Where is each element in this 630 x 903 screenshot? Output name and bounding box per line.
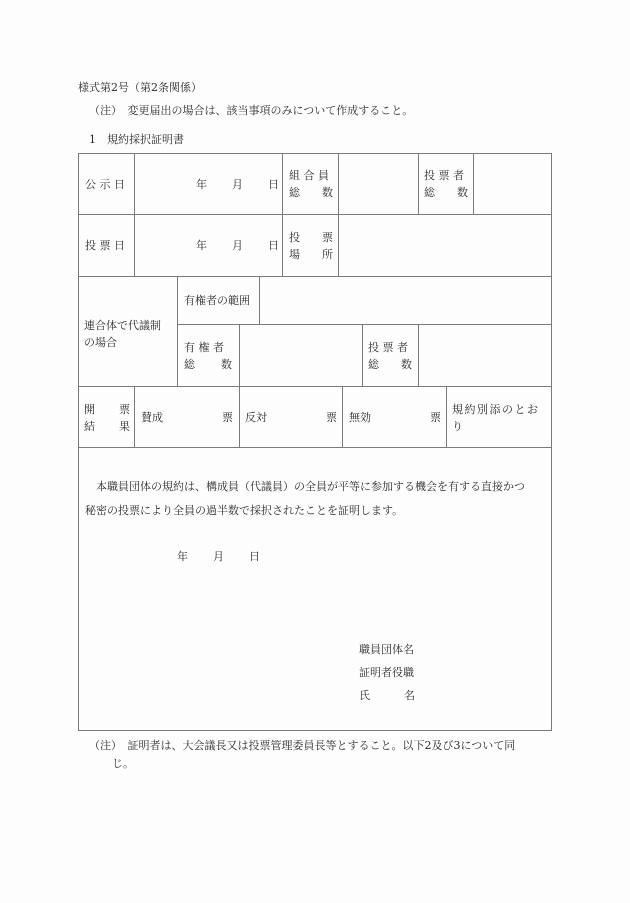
header-note: （注） 変更届出の場合は、該当事項のみについて作成すること。 xyxy=(89,104,414,117)
certificate-date-month[interactable]: 月 xyxy=(213,550,224,563)
voters-total-label-a: 総 xyxy=(368,358,379,371)
vote-place-label-a: 投 xyxy=(289,231,300,244)
certificate-date-year[interactable]: 年 xyxy=(177,550,188,563)
certificate-date-day[interactable]: 日 xyxy=(249,550,260,563)
announce-date-month[interactable]: 月 xyxy=(232,178,243,191)
certifier-title-label: 証明者役職 xyxy=(359,666,414,679)
announce-date-label: 公 示 日 xyxy=(85,178,125,191)
certificate-body-line2: 秘密の投票により全員の過半数で採択されたことを証明します。 xyxy=(85,504,404,517)
total-voters-field[interactable] xyxy=(474,154,550,214)
vote-date-year[interactable]: 年 xyxy=(196,239,207,252)
eligible-total-label-a: 総 xyxy=(184,358,195,371)
footer-note-line1: （注） 証明者は、大会議長又は投票管理委員長等とすること。以下2及び3について同 xyxy=(89,739,516,752)
total-members-label-a: 総 xyxy=(289,186,300,199)
voters-total-label-b: 数 xyxy=(401,358,412,371)
count-result-a: 開 xyxy=(84,403,95,416)
name-label-b: 名 xyxy=(404,689,415,702)
federation-label-line1: 連合体で代議制 xyxy=(84,319,161,332)
vote-date-month[interactable]: 月 xyxy=(232,239,243,252)
per-rules-note xyxy=(452,401,540,435)
per-rules-line1: 規約別添のとお xyxy=(452,403,540,416)
section-title: 1 規約採択証明書 xyxy=(89,133,184,146)
votes-for-label: 賛成 xyxy=(141,411,163,424)
federation-label xyxy=(84,317,161,351)
name-label-a: 氏 xyxy=(359,689,370,702)
vote-date-day[interactable]: 日 xyxy=(268,239,279,252)
vote-place-label-d: 所 xyxy=(322,248,333,261)
name-label xyxy=(359,687,415,703)
per-rules-line2: り xyxy=(452,420,465,433)
total-voters-label xyxy=(424,167,468,201)
eligible-total-field[interactable] xyxy=(240,325,361,385)
total-voters-label-a: 総 xyxy=(424,186,435,199)
count-result-label xyxy=(84,401,130,435)
total-members-label-b: 数 xyxy=(322,186,333,199)
announce-date-day[interactable]: 日 xyxy=(268,178,279,191)
vote-place-field[interactable] xyxy=(339,215,550,275)
voters-total-label xyxy=(368,339,412,373)
form-number: 様式第2号（第2条関係） xyxy=(78,81,202,94)
eligible-total-label-b: 数 xyxy=(221,358,232,371)
vote-place-label-c: 場 xyxy=(289,248,300,261)
federation-label-line2: の場合 xyxy=(84,336,117,349)
votes-invalid-label: 無効 xyxy=(349,411,371,424)
votes-for-unit[interactable]: 票 xyxy=(222,411,233,424)
vote-place-label-b: 票 xyxy=(322,231,333,244)
total-members-label-line1: 組 合 員 xyxy=(289,169,329,182)
eligible-scope-field[interactable] xyxy=(260,277,550,323)
eligible-scope-label: 有権者の範囲 xyxy=(184,294,250,307)
vote-date-label: 投 票 日 xyxy=(85,239,125,252)
total-members-label xyxy=(289,167,333,201)
total-voters-label-line1: 投 票 者 xyxy=(424,169,464,182)
count-result-d: 果 xyxy=(119,420,130,433)
footer-note-line2: じ。 xyxy=(112,757,134,770)
total-voters-label-b: 数 xyxy=(457,186,468,199)
voters-total-label-line1: 投 票 者 xyxy=(368,341,408,354)
votes-invalid-unit[interactable]: 票 xyxy=(430,411,441,424)
total-members-field[interactable] xyxy=(339,154,417,214)
voters-total-field[interactable] xyxy=(419,325,550,385)
vote-place-label xyxy=(289,229,333,263)
votes-against-unit[interactable]: 票 xyxy=(326,411,337,424)
eligible-total-label xyxy=(184,339,232,373)
eligible-total-label-line1: 有 権 者 xyxy=(184,341,224,354)
org-name-label: 職員団体名 xyxy=(359,643,414,656)
certificate-body-line1: 本職員団体の規約は、構成員（代議員）の全員が平等に参加する機会を有する直接かつ xyxy=(96,480,525,493)
count-result-b: 票 xyxy=(119,403,130,416)
votes-against-label: 反対 xyxy=(245,411,267,424)
announce-date-year[interactable]: 年 xyxy=(196,178,207,191)
count-result-c: 結 xyxy=(84,420,95,433)
